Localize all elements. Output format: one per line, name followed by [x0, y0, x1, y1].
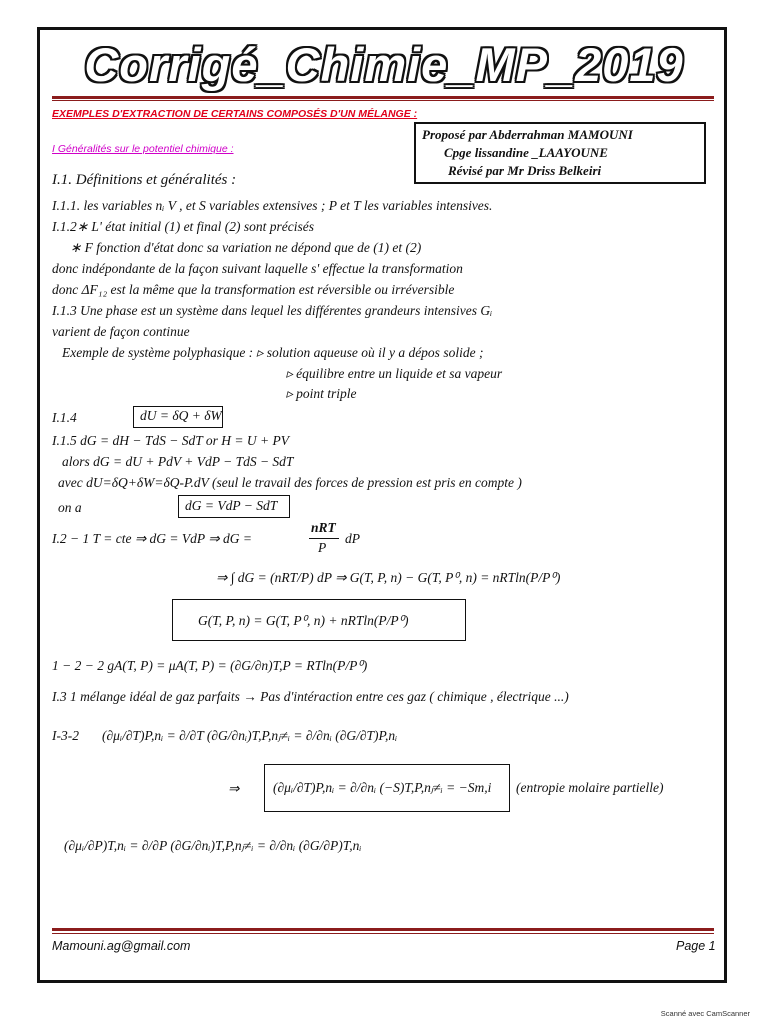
frac-den-121: P	[318, 540, 327, 555]
line-114-label: I.1.4	[52, 410, 77, 425]
line-113b: varient de façon continue	[52, 324, 190, 339]
eq-dg: dG = VdP − SdT	[185, 498, 278, 513]
line-112c: donc indépondante de la façon suivant laquelle s' effectue la transformation	[52, 261, 463, 276]
line-121: I.2 − 1 T = cte ⇒ dG = VdP ⇒ dG =	[52, 531, 252, 546]
author-line-2: Cpge lissandine _LAAYOUNE	[444, 145, 608, 160]
line-13: I.3 1 mélange idéal de gaz parfaits → Pas d'intéraction entre ces gaz ( chimique , électrique ...)	[52, 689, 569, 704]
implies-arrow: ⇒	[228, 781, 240, 796]
footer-rule-thin	[52, 933, 714, 934]
heading-generalites: I Généralités sur le potentiel chimique :	[52, 143, 234, 155]
scanner-note: Scanné avec CamScanner	[660, 1009, 750, 1018]
line-132-label: I-3-2	[52, 728, 79, 743]
line-115b: alors dG = dU + PdV + VdP − TdS − SdT	[62, 454, 294, 469]
line-112a: I.1.2∗ L' état initial (1) et final (2) sont précisés	[52, 219, 315, 234]
author-line-1: Proposé par Abderrahman MAMOUNI	[422, 127, 633, 142]
line-121-tail: dP	[345, 531, 360, 546]
line-113d: ▹ équilibre entre un liquide et sa vapeur	[286, 366, 503, 381]
line-112b: ∗ F fonction d'état donc sa variation ne dépond que de (1) et (2)	[70, 240, 422, 255]
eq-du: dU = δQ + δW	[140, 408, 222, 423]
line-113c: Exemple de système polyphasique : ▹ solution aqueuse où il y a dépos solide ;	[62, 345, 484, 360]
header-rule-thin	[52, 100, 714, 101]
author-box	[414, 122, 706, 184]
line-113e: ▹ point triple	[286, 386, 357, 401]
author-line-3: Révisé par Mr Driss Belkeiri	[448, 163, 602, 178]
header-rule	[52, 96, 714, 99]
line-115a: I.1.5 dG = dH − TdS − SdT or H = U + PV	[52, 433, 289, 448]
entropy-note: (entropie molaire partielle)	[516, 780, 664, 795]
section-definitions: I.1. Définitions et généralités :	[52, 172, 237, 188]
line-111: I.1.1. les variables nᵢ V , et S variables extensives ; P et T les variables intensives.	[52, 198, 493, 213]
page-title: Corrigé_Chimie_MP_2019	[84, 38, 684, 91]
footer-page: Page 1	[676, 939, 716, 953]
frac-bar-121	[309, 538, 339, 539]
line-112d: donc ΔF₁₂ est la même que la transformation est réversible ou irréversible	[52, 282, 455, 297]
eq-g: G(T, P, n) = G(T, P⁰, n) + nRTln(P/P⁰)	[198, 613, 409, 628]
line-122: 1 − 2 − 2 gA(T, P) = μA(T, P) = (∂G/∂n)T,P = RTln(P/P⁰)	[52, 658, 368, 673]
line-121b: ⇒ ∫ dG = (nRT/P) dP ⇒ G(T, P, n) − G(T, P⁰, n) = nRTln(P/P⁰)	[216, 570, 561, 585]
footer-rule	[52, 928, 714, 931]
heading-extraction: EXEMPLES D'EXTRACTION DE CERTAINS COMPOSÉS D'UN MÉLANGE :	[52, 108, 418, 120]
line-115d-label: on a	[58, 500, 82, 515]
footer-email: Mamouni.ag@gmail.com	[52, 939, 191, 953]
line-113a: I.1.3 Une phase est un système dans lequel les différentes grandeurs intensives Gᵢ	[52, 303, 493, 318]
frac-num-121: nRT	[311, 520, 336, 535]
eq-entropy: (∂μᵢ/∂T)P,nᵢ = ∂/∂nᵢ (−S)T,P,nⱼ≠ᵢ = −Sm,i	[273, 780, 492, 795]
line-133-eq: (∂μᵢ/∂P)T,nᵢ = ∂/∂P (∂G/∂nᵢ)T,P,nⱼ≠ᵢ = ∂/∂nᵢ (∂G/∂P)T,nᵢ	[64, 838, 362, 853]
line-115c: avec dU=δQ+δW=δQ-P.dV (seul le travail des forces de pression est pris en compte )	[58, 475, 522, 490]
line-132-eq: (∂μᵢ/∂T)P,nᵢ = ∂/∂T (∂G/∂nᵢ)T,P,nⱼ≠ᵢ = ∂/∂nᵢ (∂G/∂T)P,nᵢ	[102, 728, 398, 743]
